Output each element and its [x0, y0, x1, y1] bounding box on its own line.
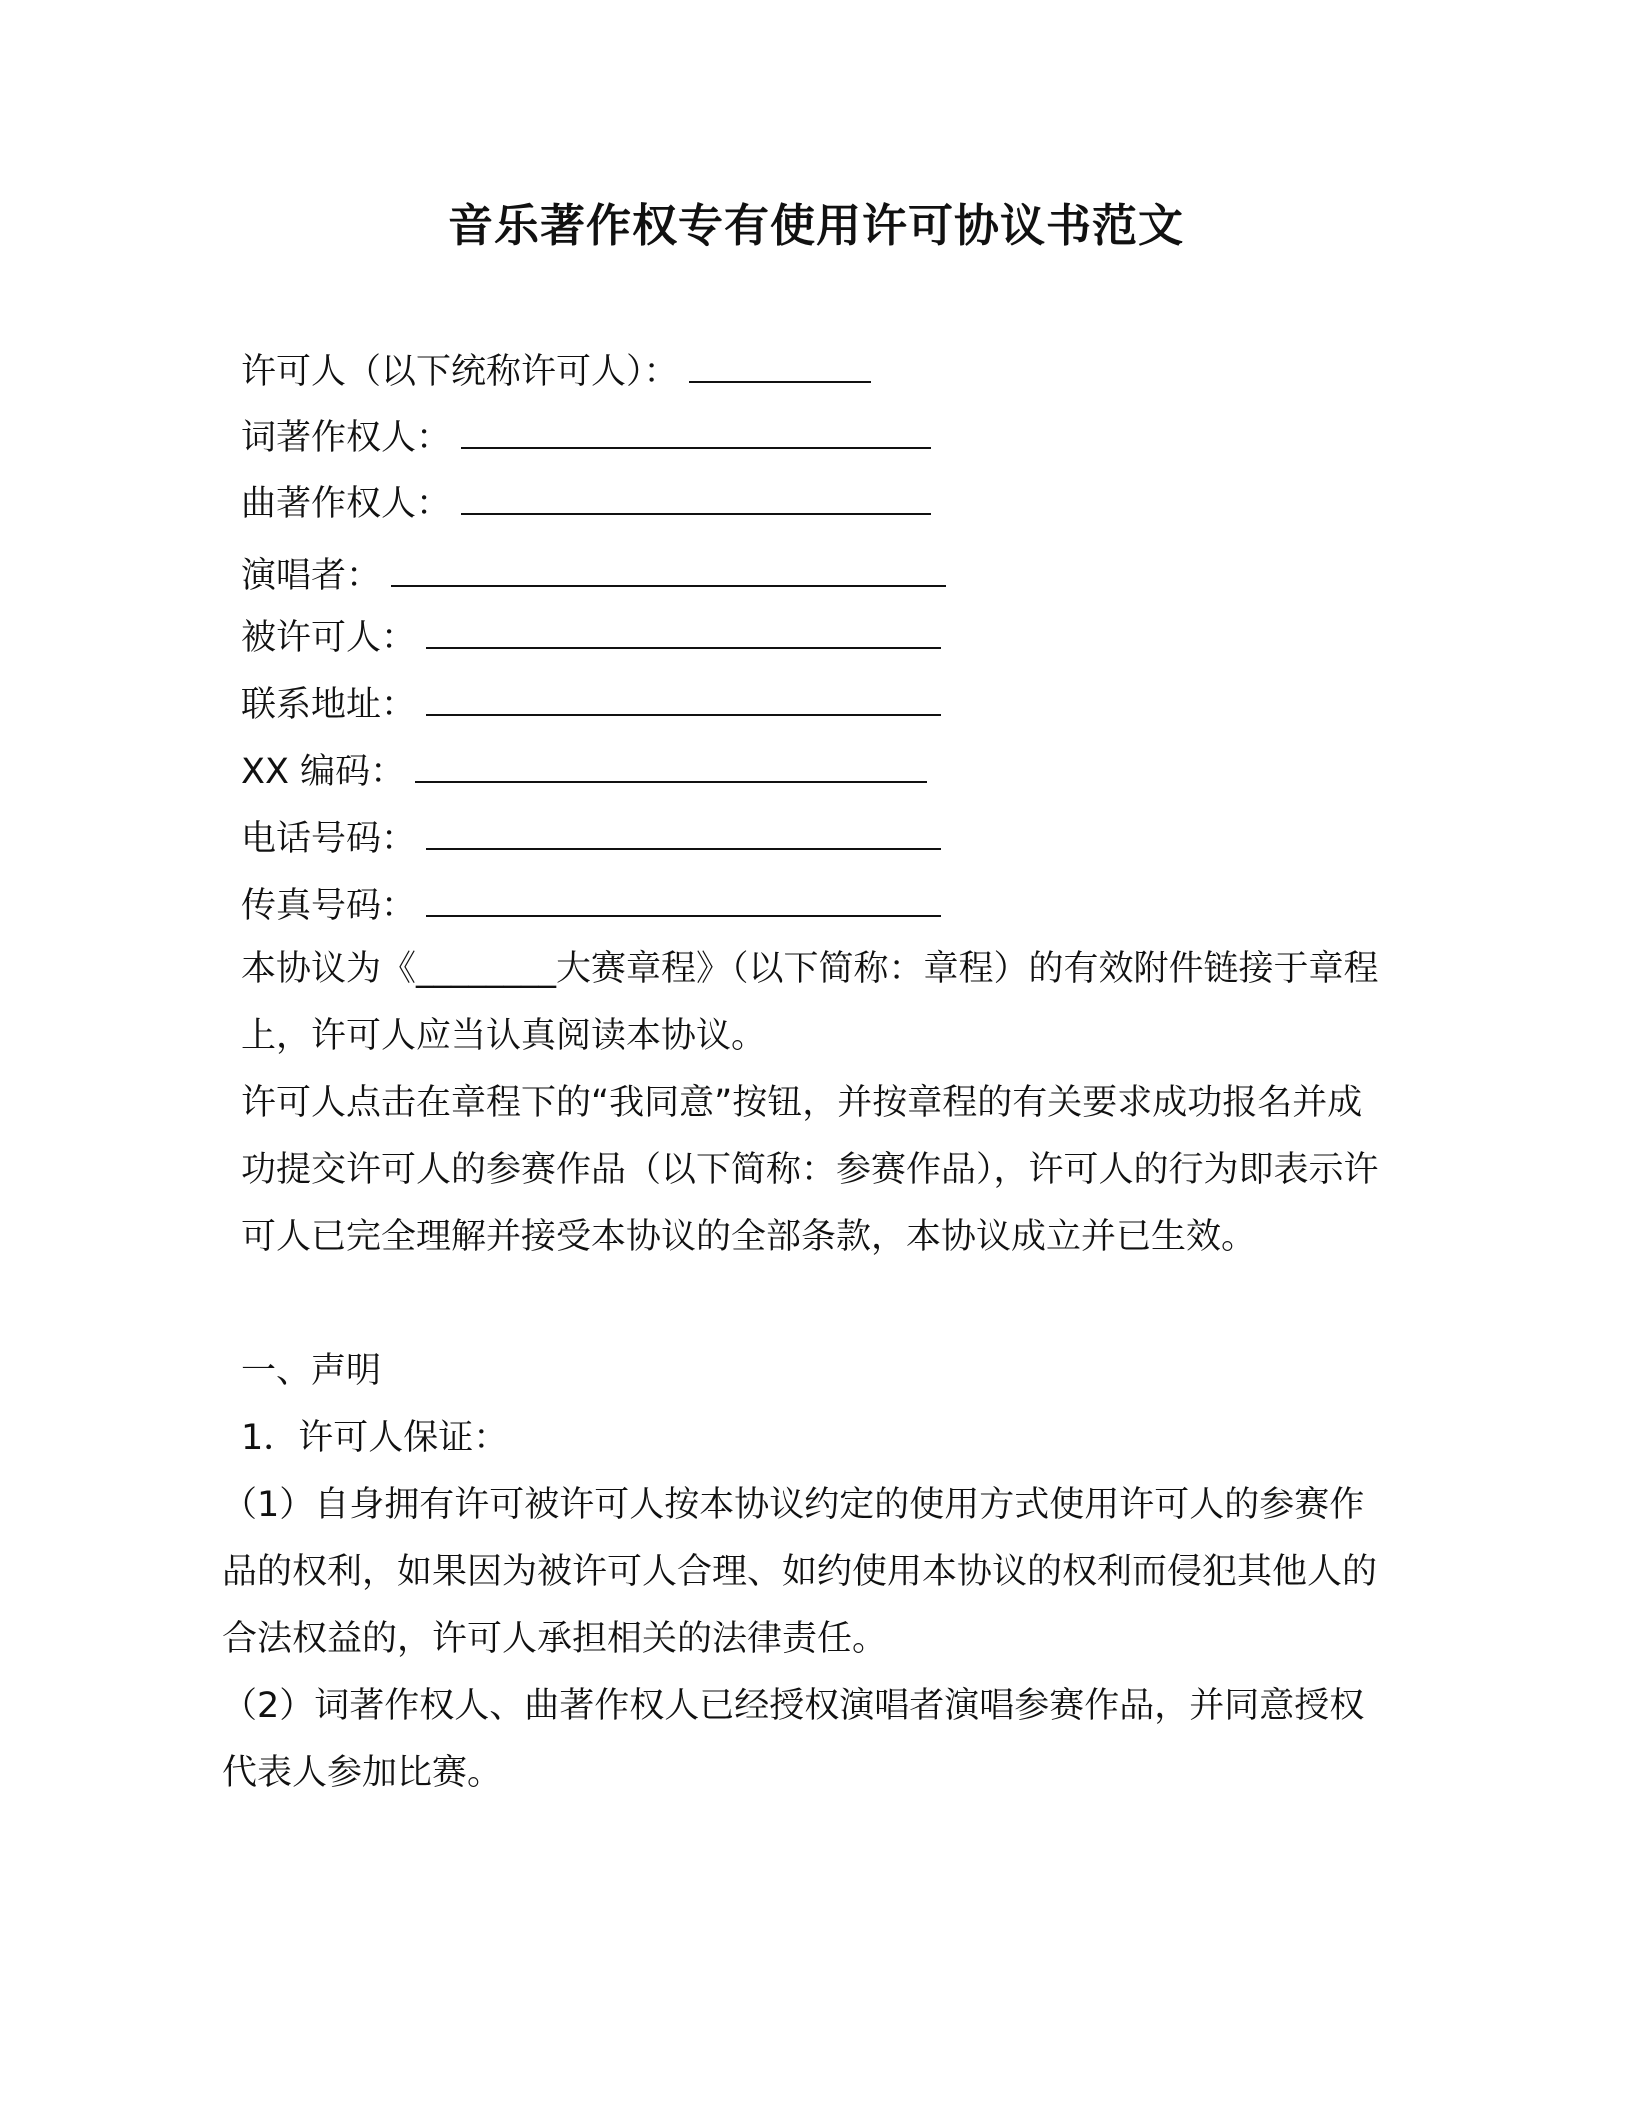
fill-blank: [426, 617, 941, 649]
clause-item-1: 1．许可人保证：: [241, 1418, 509, 1458]
field-label: 许可人（以下统称许可人）：: [241, 352, 679, 392]
field-composer: [241, 480, 931, 528]
fill-blank: [426, 885, 941, 917]
fill-blank: [391, 555, 946, 587]
clause-sub-1: （1）自身拥有许可被许可人按本协议约定的使用方式使用许可人的参赛作品的权利，如果因为被许可人合理、如约使用本协议的权利而侵犯其他人的合法权益的，许可人承担相关的法律责任。: [222, 1485, 1378, 1659]
field-label: 传真号码：: [241, 886, 417, 926]
field-phone: [241, 815, 941, 863]
clause-sub-2: （2）词著作权人、曲著作权人已经授权演唱者演唱参赛作品，并同意授权代表人参加比赛。: [222, 1686, 1365, 1793]
field-label: 电话号码：: [241, 819, 417, 859]
field-address: [241, 681, 941, 729]
field-label: 演唱者：: [241, 556, 382, 596]
document-title: 音乐著作权专有使用许可协议书范文: [447, 199, 1184, 252]
field-licensor: [241, 348, 871, 396]
fill-blank: [461, 417, 931, 449]
field-singer: [241, 552, 946, 600]
fill-blank: [461, 483, 931, 515]
intro-paragraph-2: 许可人点击在章程下的“我同意”按钮，并按章程的有关要求成功报名并成功提交许可人的参赛作品（以下简称：参赛作品），许可人的行为即表示许可人已完全理解并接受本协议的全部条款，本协议成立并已生效。: [241, 1083, 1379, 1257]
field-label: 联系地址：: [241, 685, 417, 725]
intro-paragraph-1: 本协议为《________大赛章程》（以下简称：章程）的有效附件链接于章程上，许可人应当认真阅读本协议。: [241, 949, 1379, 1056]
field-fax: [241, 882, 941, 930]
fill-blank: [689, 351, 871, 383]
fill-blank: [415, 751, 927, 783]
fill-blank: [426, 684, 941, 716]
field-licensee: [241, 614, 941, 662]
field-label: XX 编码：: [241, 752, 406, 792]
field-label: 曲著作权人：: [241, 484, 452, 524]
field-code: [241, 748, 927, 796]
field-label: 词著作权人：: [241, 418, 452, 458]
field-label: 被许可人：: [241, 618, 417, 658]
field-lyricist: [241, 414, 931, 462]
section-heading: 一、声明: [241, 1351, 382, 1391]
fill-blank: [426, 818, 941, 850]
